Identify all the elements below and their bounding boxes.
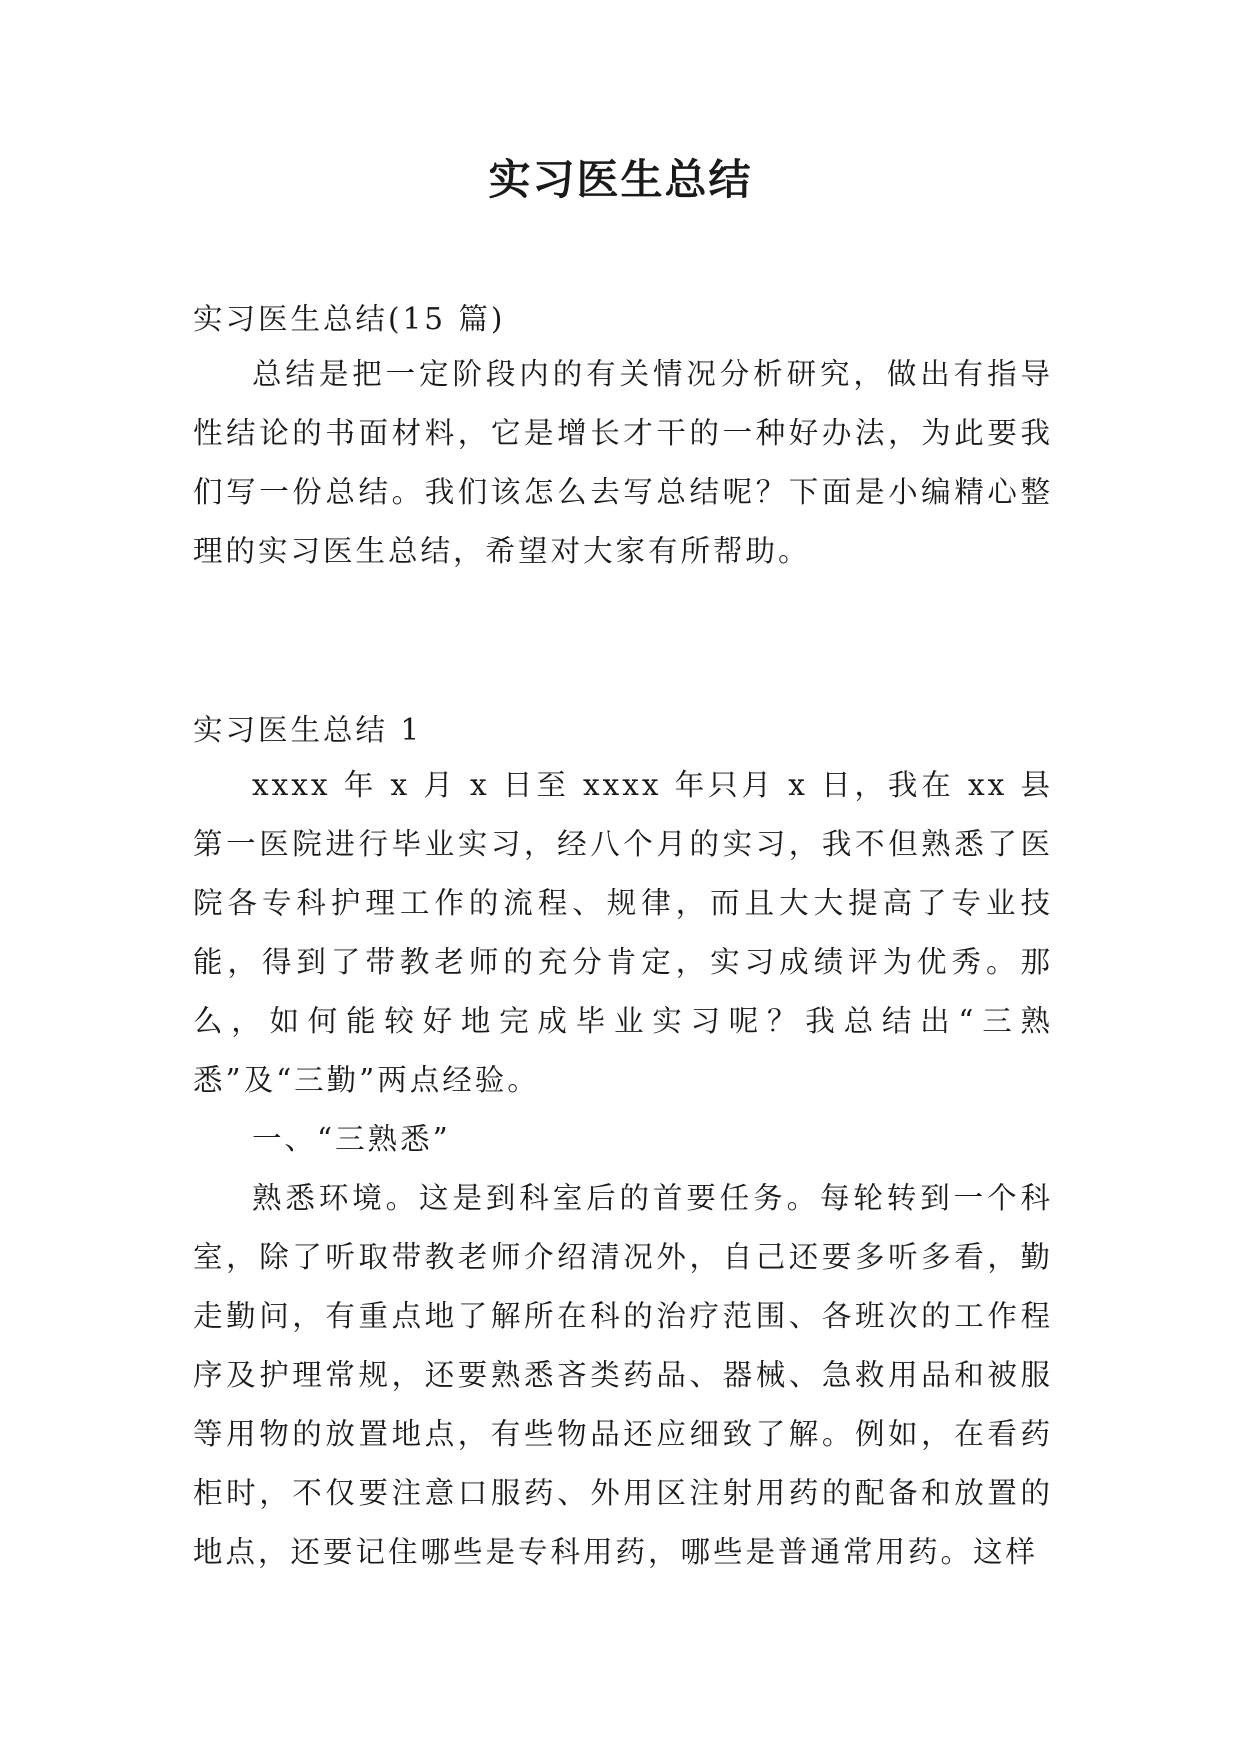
document-subtitle-block — [193, 290, 1053, 349]
section-heading-block — [193, 701, 1053, 760]
intro-paragraph: 总结是把一定阶段内的有关情况分析研究，做出有指导性结论的书面材料，它是增长才干的一种好办法，为此要我们写一份总结。我们该怎么去写总结呢？下面是小编精心整理的实习医生总结，希望对大家有所帮助。 — [193, 357, 1053, 568]
intro-block — [193, 345, 1053, 581]
section-heading: 实习医生总结 1 — [193, 713, 423, 747]
section-subheading-1: 一、“三熟悉” — [252, 1122, 451, 1156]
document-title: 实习医生总结 — [488, 155, 753, 204]
section-paragraph-1: xxxx 年 x 月 x 日至 xxxx 年只月 x 日，我在 xx 县第一医院进行毕业实习，经八个月的实习，我不但熟悉了医院各专科护理工作的流程、规律，而且大大提高了专业技能，得到了带教老师的充分肯定，实习成绩评为优秀。那么，如何能较好地完成毕业实习呢？我总结出“三熟悉”及“三勤”两点经验。 — [193, 768, 1053, 1097]
document-subtitle: 实习医生总结(15 篇) — [193, 302, 506, 336]
section-body — [193, 756, 1053, 1582]
section-paragraph-2: 熟悉环境。这是到科室后的首要任务。每轮转到一个科室，除了听取带教老师介绍清况外，自己还要多听多看，勤走勤问，有重点地了解所在科的治疗范围、各班次的工作程序及护理常规，还要熟悉吝类药品、器械、急救用品和被服等用物的放置地点，有些物品还应细致了解。例如，在看药柜时，不仅要注意口服药、外用区注射用药的配备和放置的地点，还要记住哪些是专科用药，哪些是普通常用药。这样 — [193, 1181, 1053, 1569]
